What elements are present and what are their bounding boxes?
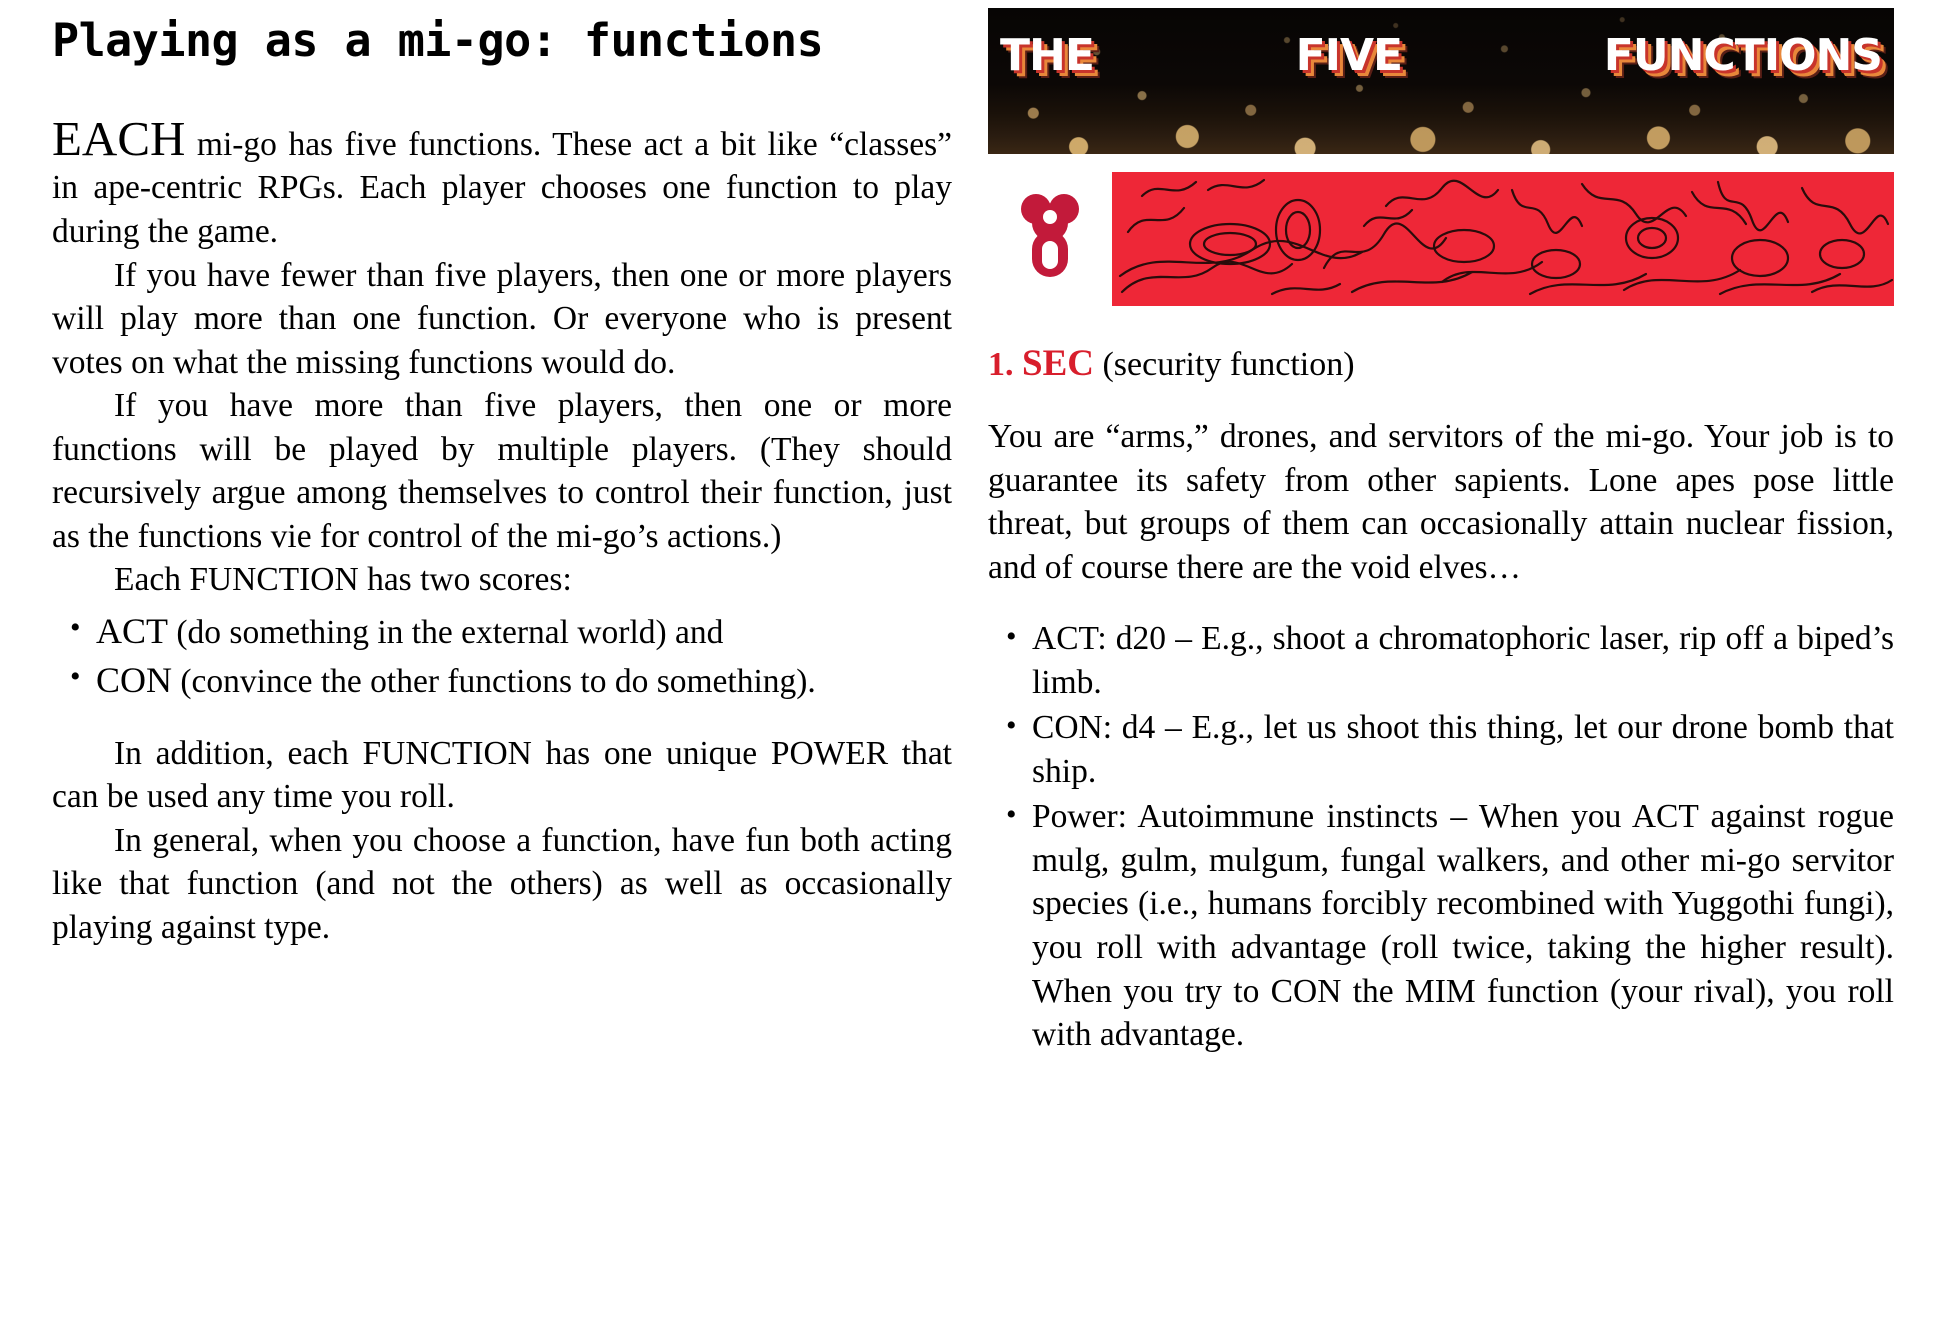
scribble-sketch-icon — [1112, 172, 1894, 306]
banner-word-functions: FUNCTIONS — [1603, 30, 1882, 81]
function-description: You are “arms,” drones, and servitors of the mi-go. Your job is to guarantee its safety from other sapients. Lone apes pose little threat, but groups of them can occasionally attain nuclear fission, and of course there are the void elves… — [988, 418, 1894, 586]
banner-word-the: THE — [1000, 30, 1094, 81]
drop-cap: EACH — [52, 110, 186, 166]
list-item: • CON: d4 – E.g., let us shoot this thing, let our drone bomb that ship. — [1032, 706, 1894, 793]
score-desc-act: (do something in the external world) and — [176, 613, 724, 651]
banner-word-five: FIVE — [1295, 30, 1403, 81]
scores-list — [52, 608, 952, 704]
right-column — [988, 8, 1894, 1059]
paragraph-fewer-players: If you have fewer than five players, then one or more players will play more than one function. Or everyone who is present votes on what the missing functions would do. — [52, 256, 952, 381]
list-item: • ACT: d20 – E.g., shoot a chromatophoric laser, rip off a biped’s limb. — [1032, 617, 1894, 704]
intro-paragraph-text: mi-go has five functions. These act a bit like “classes” in ape-centric RPGs. Each player chooses one function to play during the game. — [52, 125, 952, 250]
function-heading — [988, 342, 1894, 385]
list-item — [96, 608, 952, 655]
paragraph-more-players: If you have more than five players, then one or more functions will be played by multiple players. (They should recursively argue among themselves to control their function, just as the functions vie for control of the mi-go’s actions.) — [52, 387, 952, 555]
paragraph-general-advice: In general, when you choose a function, have fun both acting like that function (and not the others) as well as occasionally playing against type. — [52, 821, 952, 946]
intro-paragraph — [52, 110, 952, 254]
banner-title — [988, 30, 1894, 81]
score-abbr-act: ACT — [96, 610, 168, 651]
paragraph-two-scores: Each FUNCTION has two scores: — [114, 561, 572, 599]
mi-go-sigil-icon — [1004, 187, 1096, 291]
list-item — [96, 657, 952, 704]
score-desc-con: (convince the other functions to do something). — [180, 662, 816, 700]
function-abbr: SEC — [1022, 343, 1094, 384]
function-name: (security function) — [1102, 346, 1355, 383]
banner-image — [988, 8, 1894, 154]
page-title: Playing as a mi-go: functions — [52, 14, 824, 67]
left-column — [52, 14, 952, 949]
function-stats-list — [988, 617, 1894, 1056]
paragraph-power: In addition, each FUNCTION has one unique POWER that can be used any time you roll. — [52, 734, 952, 816]
function-glyph — [988, 172, 1112, 306]
function-number: 1. — [988, 346, 1014, 383]
paragraph-spacer — [52, 706, 952, 732]
section-illustration — [988, 172, 1894, 306]
score-abbr-con: CON — [96, 659, 173, 700]
list-item: • Power: Autoimmune instincts – When you ACT against rogue mulg, gulm, mulgum, fungal walkers, and other mi-go servitor species (i.e., humans forcibly recombined with Yuggothi fungi), you roll with advantage (roll twice, taking the higher result). When you try to CON the MIM function (your rival), you roll with advantage. — [1032, 795, 1894, 1056]
